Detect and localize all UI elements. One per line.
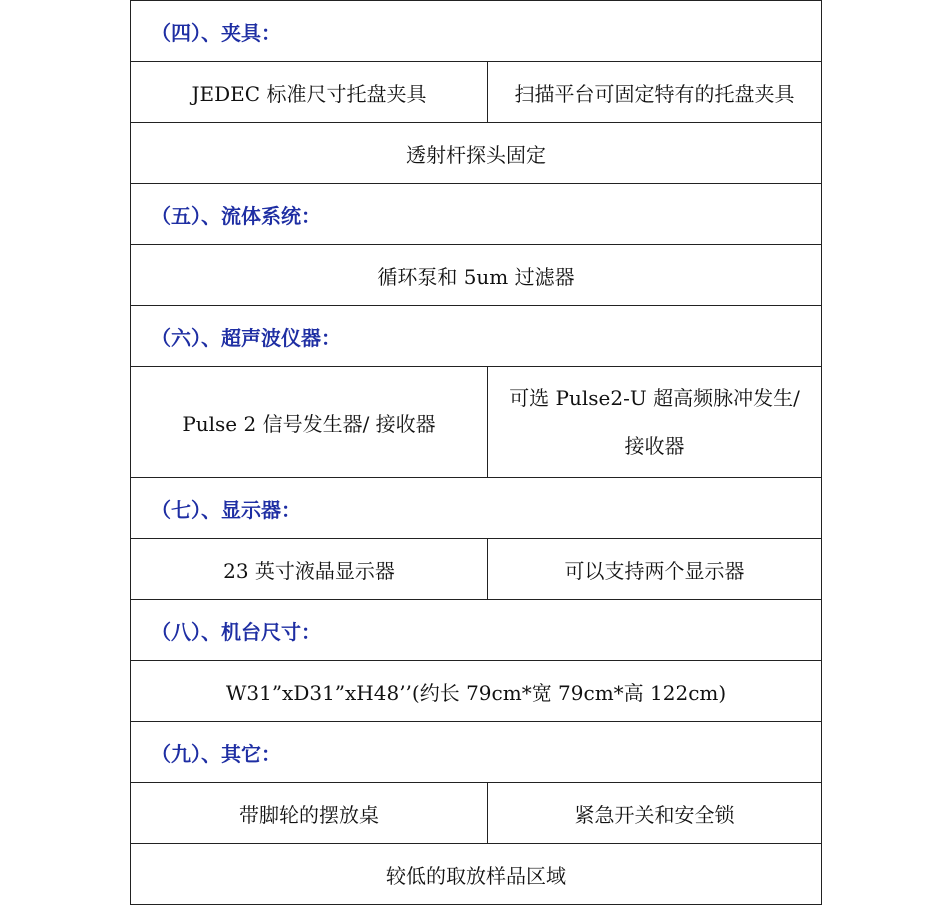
ultrasonic-pulse2: Pulse 2 信号发生器/ 接收器 xyxy=(131,367,488,478)
ultrasonic-pulse2u-line1: 可选 Pulse2-U 超高频脉冲发生/ xyxy=(509,386,800,410)
fluid-pump-filter: 循环泵和 5um 过滤器 xyxy=(131,245,822,306)
section-heading-ultrasonic: （六）、超声波仪器： xyxy=(131,306,822,367)
fixture-scan-platform-tray: 扫描平台可固定特有的托盘夹具 xyxy=(488,62,822,123)
display-lcd: 23 英寸液晶显示器 xyxy=(131,539,488,600)
other-caster-table: 带脚轮的摆放桌 xyxy=(131,783,488,844)
dimensions-value: W31”xD31”xH48’’(约长 79cm*宽 79cm*高 122cm) xyxy=(131,661,822,722)
section-heading-other: （九）、其它： xyxy=(131,722,822,783)
ultrasonic-pulse2u-line2: 接收器 xyxy=(624,434,685,458)
other-emergency-switch: 紧急开关和安全锁 xyxy=(488,783,822,844)
spec-table xyxy=(130,0,822,905)
section-heading-display: （七）、显示器： xyxy=(131,478,822,539)
display-dual-support: 可以支持两个显示器 xyxy=(488,539,822,600)
section-heading-fluid: （五）、流体系统： xyxy=(131,184,822,245)
ultrasonic-pulse2u xyxy=(488,367,822,478)
other-low-loading-area: 较低的取放样品区域 xyxy=(131,844,822,905)
fixture-transmission-probe: 透射杆探头固定 xyxy=(131,123,822,184)
fixture-jedec-tray: JEDEC 标准尺寸托盘夹具 xyxy=(131,62,488,123)
section-heading-dimensions: （八）、机台尺寸： xyxy=(131,600,822,661)
section-heading-fixtures: （四）、夹具： xyxy=(131,1,822,62)
